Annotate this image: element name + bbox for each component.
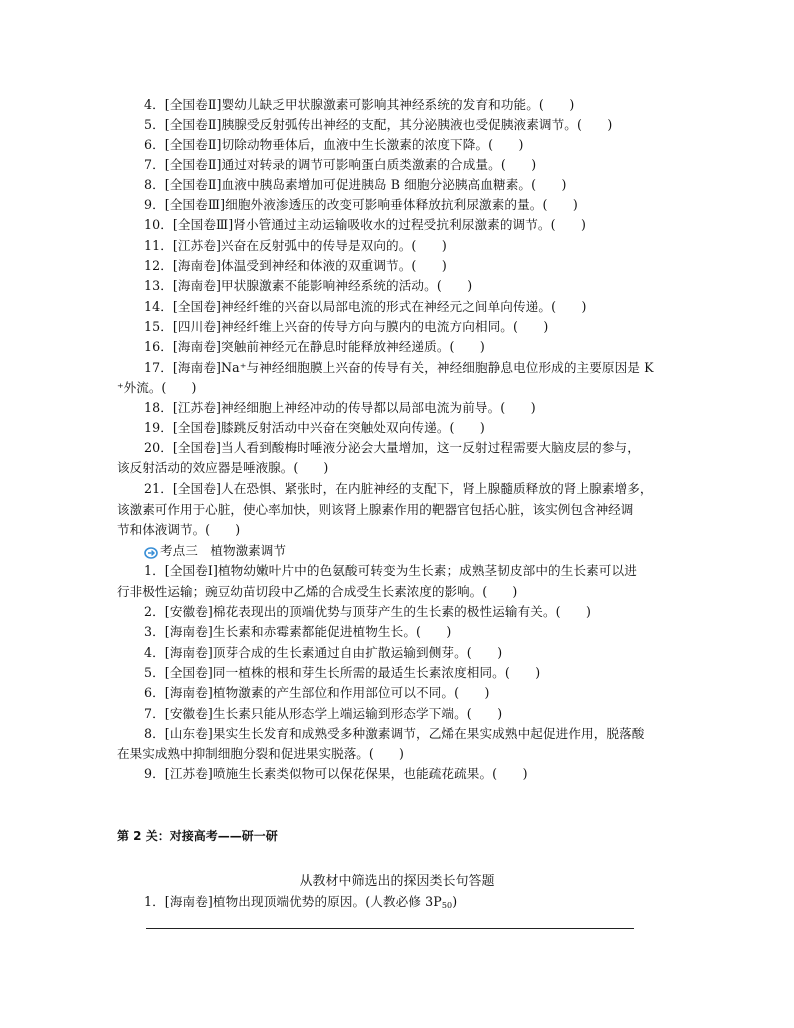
question-18: 18．[江苏卷]神经细胞上神经冲动的传导都以局部电流为前导。( ) <box>144 400 536 415</box>
plant-question-1-line-2: 行非极性运输；豌豆幼苗切段中乙烯的合成受生长素浓度的影响。( ) <box>117 584 518 599</box>
question-21-line-3: 节和体液调节。( ) <box>117 522 241 537</box>
question-17-line-1: 17．[海南卷]Na⁺与神经细胞膜上兴奋的传导有关，神经细胞静息电位形成的主要原因是 K <box>144 360 654 375</box>
plant-question-5: 5．[全国卷]同一植株的根和芽生长所需的最适生长素浓度相同。( ) <box>144 665 541 680</box>
question-14: 14．[全国卷]神经纤维的兴奋以局部电流的形式在神经元之间单向传递。( ) <box>144 299 587 314</box>
plant-question-4: 4．[海南卷]顶芽合成的生长素通过自由扩散运输到侧芽。( ) <box>144 645 503 660</box>
answer-line[interactable] <box>146 928 634 929</box>
plant-question-8-line-1: 8．[山东卷]果实生长发育和成熟受多种激素调节，乙烯在果实成熟中起促进作用，脱落酸 <box>144 726 645 741</box>
question-19: 19．[全国卷]膝跳反射活动中兴奋在突触处双向传递。( ) <box>144 420 485 435</box>
section-3-title <box>144 541 286 561</box>
plant-question-2: 2．[安徽卷]棉花表现出的顶端优势与顶芽产生的生长素的极性运输有关。( ) <box>144 604 592 619</box>
plant-question-8-line-2: 在果实成熟中抑制细胞分裂和促进果实脱落。( ) <box>117 746 404 761</box>
part-2-question-1 <box>144 892 654 916</box>
question-4: 4．[全国卷Ⅱ]婴幼儿缺乏甲状腺激素可影响其神经系统的发育和功能。( ) <box>144 97 575 112</box>
page-number-subscript: 50 <box>441 901 453 910</box>
question-21-line-2: 该激素可作用于心脏，使心率加快，则该肾上腺素作用的靶器官包括心脏，该实例包含神经调 <box>117 502 634 517</box>
part-2-question-1-end: ) <box>452 894 458 909</box>
plant-question-3: 3．[海南卷]生长素和赤霉素都能促进植物生长。( ) <box>144 624 452 639</box>
question-5: 5．[全国卷Ⅱ]胰腺受反射弧传出神经的支配，其分泌胰液也受促胰液素调节。( ) <box>144 117 613 132</box>
question-11: 11．[江苏卷]兴奋在反射弧中的传导是双向的。( ) <box>144 238 447 253</box>
part-2-heading: 第 2 关：对接高考——研一研 <box>117 829 278 843</box>
question-13: 13．[海南卷]甲状腺激素不能影响神经系统的活动。( ) <box>144 278 473 293</box>
question-21-line-1: 21．[全国卷]人在恐惧、紧张时，在内脏神经的支配下，肾上腺髓质释放的肾上腺素增多， <box>144 481 653 496</box>
question-12: 12．[海南卷]体温受到神经和体液的双重调节。( ) <box>144 258 447 273</box>
question-7: 7．[全国卷Ⅱ]通过对转录的调节可影响蛋白质类激素的合成量。( ) <box>144 157 537 172</box>
part-2-question-1-text: 1．[海南卷]植物出现顶端优势的原因。(人教必修 3P <box>144 894 442 909</box>
part-2-subtitle: 从教材中筛选出的探因类长句答题 <box>299 874 495 889</box>
question-9: 9．[全国卷Ⅲ]细胞外液渗透压的改变可影响垂体释放抗利尿激素的量。( ) <box>144 197 578 212</box>
question-20-line-2: 该反射活动的效应器是唾液腺。( ) <box>117 460 329 475</box>
plant-question-6: 6．[海南卷]植物激素的产生部位和作用部位可以不同。( ) <box>144 685 490 700</box>
question-8: 8．[全国卷Ⅱ]血液中胰岛素增加可促进胰岛 B 细胞分泌胰高血糖素。( ) <box>144 177 567 192</box>
question-17-line-2: ⁺外流。( ) <box>117 380 197 395</box>
section-3-title-text: 考点三 植物激素调节 <box>160 543 286 558</box>
arrow-circle-icon <box>144 545 158 557</box>
plant-question-9: 9．[江苏卷]喷施生长素类似物可以保花保果，也能疏花疏果。( ) <box>144 766 528 781</box>
plant-question-1-line-1: 1．[全国卷Ⅰ]植物幼嫩叶片中的色氨酸可转变为生长素；成熟茎韧皮部中的生长素可以进 <box>144 563 637 578</box>
question-6: 6．[全国卷Ⅱ]切除动物垂体后，血液中生长激素的浓度下降。( ) <box>144 137 524 152</box>
plant-question-7: 7．[安徽卷]生长素只能从形态学上端运输到形态学下端。( ) <box>144 706 503 721</box>
question-20-line-1: 20．[全国卷]当人看到酸梅时唾液分泌会大量增加，这一反射过程需要大脑皮层的参与， <box>144 440 640 455</box>
question-16: 16．[海南卷]突触前神经元在静息时能释放神经递质。( ) <box>144 339 485 354</box>
question-10: 10．[全国卷Ⅲ]肾小管通过主动运输吸收水的过程受抗利尿激素的调节。( ) <box>144 217 587 232</box>
question-15: 15．[四川卷]神经纤维上兴奋的传导方向与膜内的电流方向相同。( ) <box>144 319 549 334</box>
